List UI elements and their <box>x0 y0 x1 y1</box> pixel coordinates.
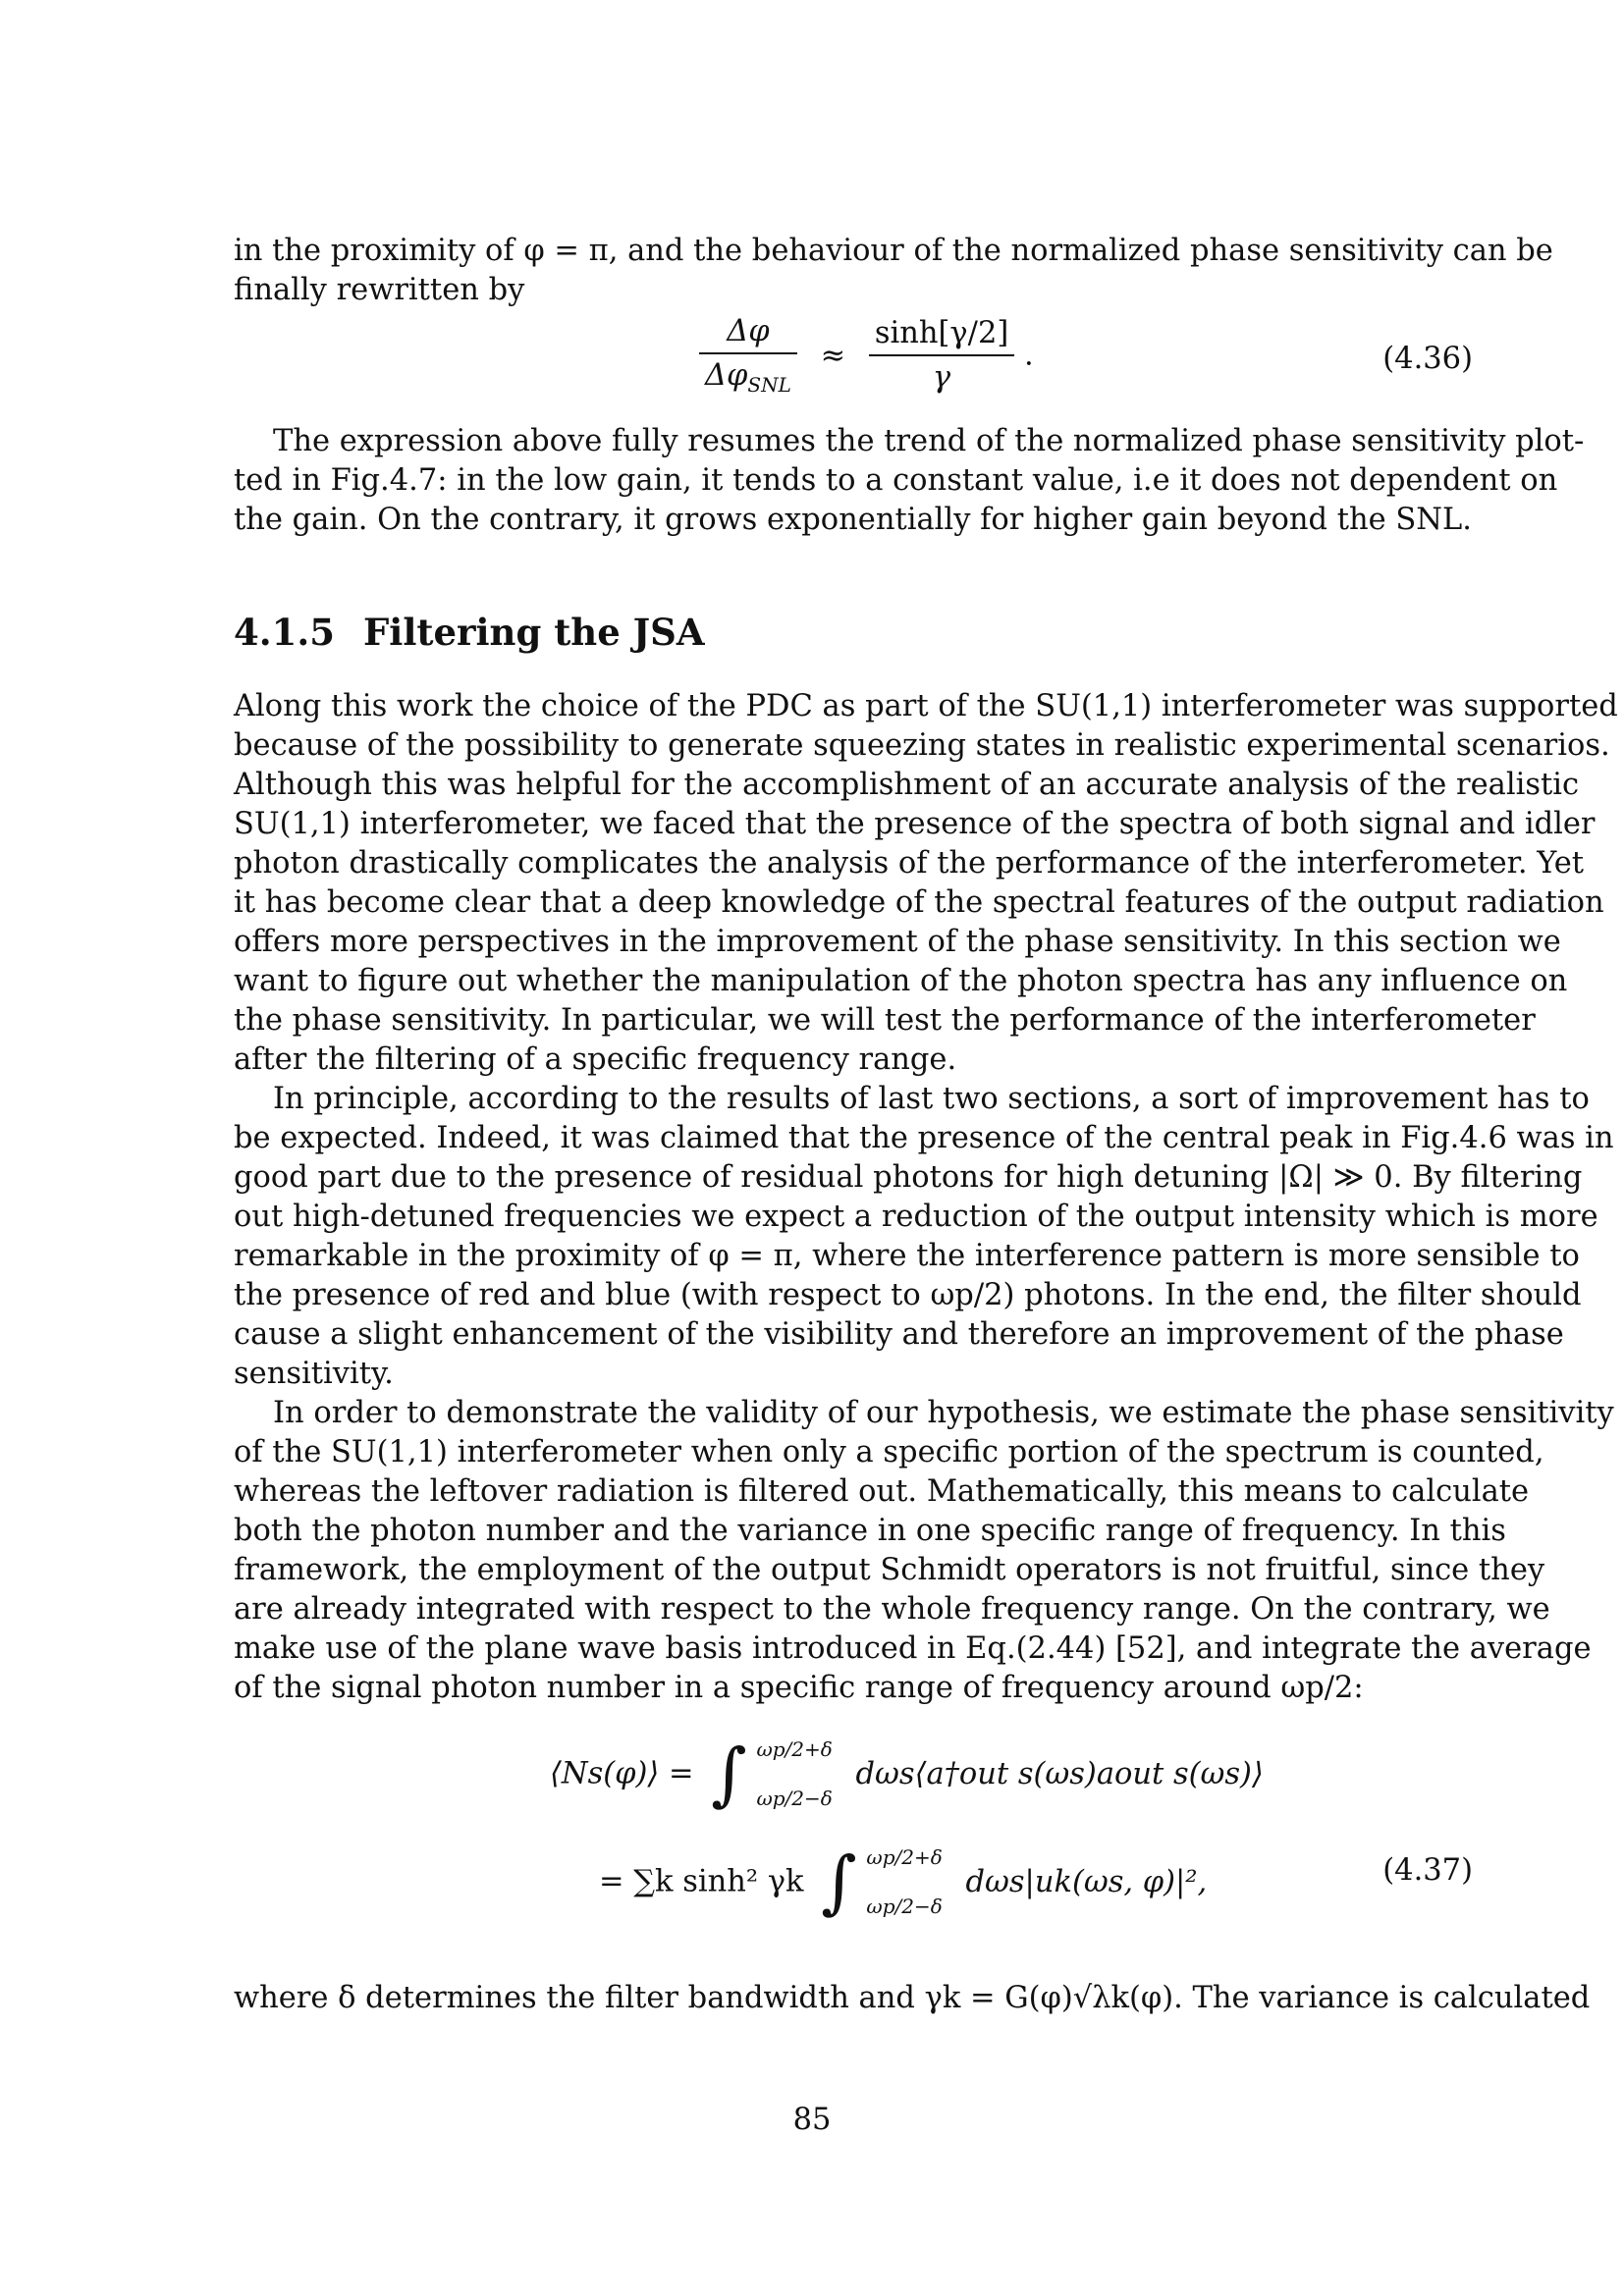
fraction-numerator: sinh[γ/2] <box>869 316 1014 356</box>
text-line: are already integrated with respect to the whole frequency range. On the contrary, we <box>234 1592 1550 1627</box>
text-line: where δ determines the filter bandwidth and γk = G(φ)√λk(φ). The variance is calculated <box>234 1981 1591 2015</box>
page-number: 85 <box>792 2103 832 2137</box>
text-line: In principle, according to the results of last two sections, a sort of improvement has to <box>273 1082 1590 1116</box>
section-number: 4.1.5 <box>234 611 335 654</box>
equation-number: (4.36) <box>1382 342 1473 376</box>
fraction-lhs <box>699 314 797 397</box>
integral-limits <box>756 1737 832 1810</box>
text-line: remarkable in the proximity of φ = π, where the interference pattern is more sensible to <box>234 1239 1580 1273</box>
fraction-rhs <box>869 316 1014 395</box>
paragraph-summary <box>234 422 1585 540</box>
paragraph-hypothesis <box>234 1080 1614 1394</box>
text-line: The expression above fully resumes the trend of the normalized phase sensitivity plot- <box>273 424 1585 458</box>
text-line: in the proximity of φ = π, and the behaviour of the normalized phase sensitivity can be <box>234 234 1553 268</box>
integral-sign: ∫ <box>821 1842 857 1922</box>
text-line: whereas the leftover radiation is filtered out. Mathematically, this means to calculate <box>234 1474 1530 1509</box>
integrand: dωs|uk(ωs, φ)|², <box>965 1864 1208 1899</box>
text-line: cause a slight enhancement of the visibility and therefore an improvement of the phase <box>234 1317 1564 1352</box>
section-heading <box>234 611 705 654</box>
equation-4-36 <box>699 314 1034 397</box>
text-line: out high-detuned frequencies we expect a reduction of the output intensity which is more <box>234 1200 1598 1234</box>
fraction-denominator: Δφ <box>705 358 748 393</box>
integral-limits <box>866 1845 942 1918</box>
text-line: sensitivity. <box>234 1357 394 1391</box>
fraction-denominator: γ <box>932 360 951 396</box>
text-line: the gain. On the contrary, it grows exponentially for higher gain beyond the SNL. <box>234 503 1472 537</box>
equation-punctuation: . <box>1023 338 1034 373</box>
text-line: photon drastically complicates the analysis of the performance of the interferometer. Yet <box>234 846 1585 881</box>
lower-limit: ωp/2−δ <box>756 1787 833 1810</box>
text-line: make use of the plane wave basis introduced in Eq.(2.44) [52], and integrate the average <box>234 1631 1592 1666</box>
equation-lhs: ⟨Ns(φ)⟩ = <box>550 1756 694 1791</box>
text-line: the presence of red and blue (with respect to ωp/2) photons. In the end, the filter should <box>234 1278 1582 1312</box>
paragraph-motivation <box>234 687 1618 1080</box>
text-line: ted in Fig.4.7: in the low gain, it tends to a constant value, i.e it does not dependent on <box>234 463 1558 498</box>
text-line: Along this work the choice of the PDC as part of the SU(1,1) interferometer was supported <box>234 689 1618 723</box>
subscript: SNL <box>747 373 791 398</box>
sum-term: = ∑k sinh² γk <box>599 1864 804 1899</box>
section-title: Filtering the JSA <box>363 611 705 654</box>
text-line: framework, the employment of the output Schmidt operators is not fruitful, since they <box>234 1553 1545 1587</box>
text-line: Although this was helpful for the accomplishment of an accurate analysis of the realistic <box>234 768 1580 802</box>
fraction-numerator: Δφ <box>699 314 797 354</box>
upper-limit: ωp/2+δ <box>756 1737 833 1761</box>
equation-4-37-line2 <box>599 1842 1208 1922</box>
text-line: good part due to the presence of residual photons for high detuning |Ω| ≫ 0. By filtering <box>234 1160 1583 1195</box>
text-line: because of the possibility to generate squeezing states in realistic experimental scenarios. <box>234 728 1610 763</box>
approx-sign: ≈ <box>820 338 846 373</box>
integrand: dωs⟨a†out s(ωs)aout s(ωs)⟩ <box>855 1756 1264 1791</box>
text-line: want to figure out whether the manipulation of the photon spectra has any influence on <box>234 964 1568 998</box>
text-line: SU(1,1) interferometer, we faced that the presence of the spectra of both signal and idler <box>234 807 1596 841</box>
integral-sign: ∫ <box>711 1734 747 1814</box>
text-line: the phase sensitivity. In particular, we will test the performance of the interferometer <box>234 1003 1536 1038</box>
paragraph-intro <box>234 232 1553 310</box>
text-line: it has become clear that a deep knowledge of the spectral features of the output radiation <box>234 885 1604 920</box>
equation-4-37-line1 <box>550 1734 1264 1814</box>
equation-number: (4.37) <box>1382 1853 1473 1888</box>
text-line: after the filtering of a specific frequency range. <box>234 1042 957 1077</box>
text-line: of the signal photon number in a specific range of frequency around ωp/2: <box>234 1671 1364 1705</box>
text-line: both the photon number and the variance in one specific range of frequency. In this <box>234 1514 1506 1548</box>
lower-limit: ωp/2−δ <box>866 1895 943 1918</box>
upper-limit: ωp/2+δ <box>866 1845 943 1869</box>
paragraph-method <box>234 1394 1614 1708</box>
text-line: be expected. Indeed, it was claimed that the presence of the central peak in Fig.4.6 was in <box>234 1121 1614 1155</box>
paragraph-variance <box>234 1979 1591 2018</box>
text-line: finally rewritten by <box>234 273 525 307</box>
text-line: of the SU(1,1) interferometer when only a specific portion of the spectrum is counted, <box>234 1435 1544 1469</box>
text-line: In order to demonstrate the validity of our hypothesis, we estimate the phase sensitivity <box>273 1396 1614 1430</box>
text-line: offers more perspectives in the improvement of the phase sensitivity. In this section we <box>234 925 1561 959</box>
